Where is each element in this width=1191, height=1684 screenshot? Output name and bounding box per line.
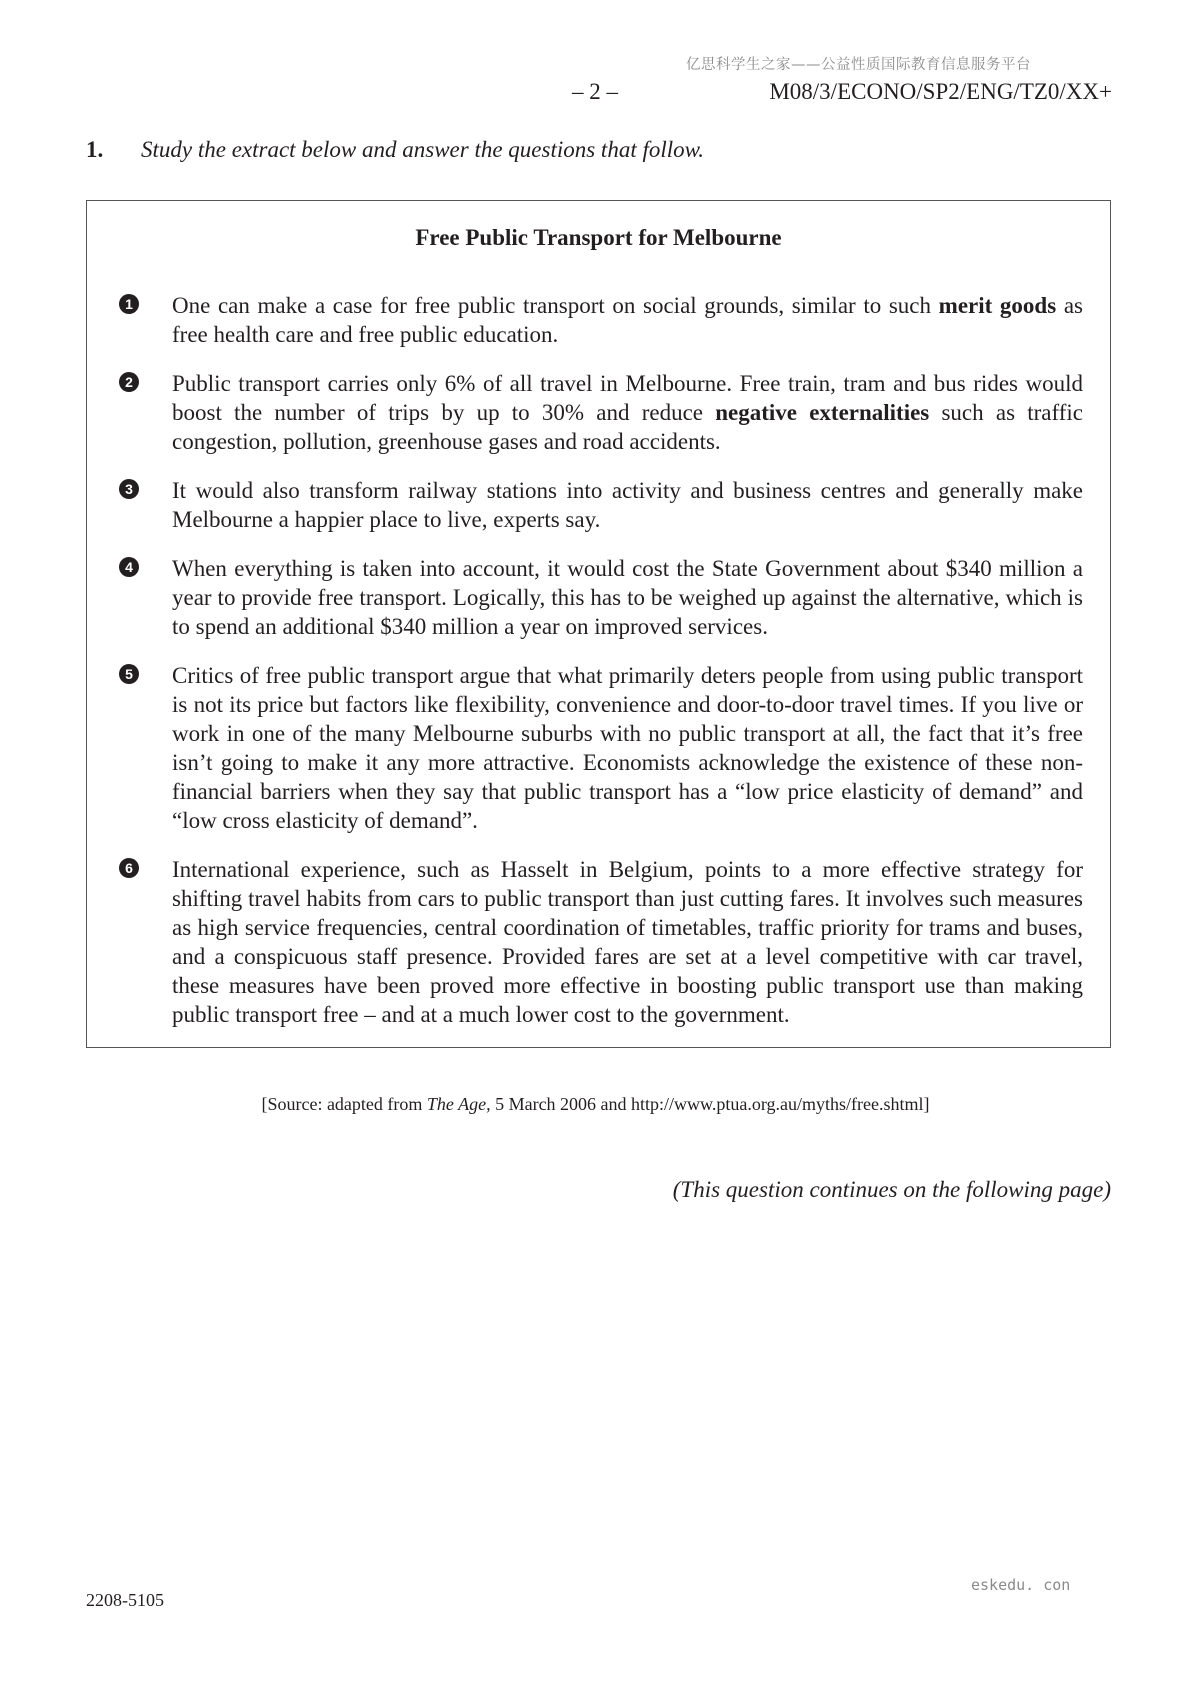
question-instruction: Study the extract below and answer the questions that follow. [141,137,705,162]
question-heading [86,137,704,163]
paragraph-2 [87,369,1110,456]
paragraph-4-marker: 4 [125,559,133,575]
paper-code: M08/3/ECONO/SP2/ENG/TZ0/XX+ [769,79,1112,104]
paragraph-6-marker: 6 [125,860,133,876]
paragraph-3 [87,476,1110,534]
footer-code: 2208-5105 [86,1590,164,1610]
paragraph-list [87,291,1110,1049]
term-merit-goods: merit goods [938,293,1057,318]
paragraph-5-text: Critics of free public transport argue that what primarily deters people from using public transport is not its price but factors like flexibility, convenience and door-to-door travel times. If you live or work in one of the many Melbourne suburbs with no public transport at all, the fact that it’s free isn’t going to make it any more attractive. Economists acknowledge the existence of these non-financial barriers when they say that public transport has a “low price elasticity of demand” and “low cross elasticity of demand”. [172,663,1083,833]
extract-title: Free Public Transport for Melbourne [415,225,782,250]
watermark-footer: eskedu. con [971,1576,1071,1594]
source-publication: The Age, [426,1094,491,1114]
number-2-circle-icon [118,371,140,393]
paragraph-5-marker: 5 [125,666,133,682]
paragraph-3-text: It would also transform railway stations into activity and business centres and generally make Melbourne a happier place to live, experts say. [172,478,1083,532]
paragraph-3-marker: 3 [125,481,133,497]
paragraph-4-text: When everything is taken into account, it would cost the State Government about $340 million a year to provide free transport. Logically, this has to be weighed up against the alternative, which is to spend an additional $340 million a year on improved services. [172,556,1083,639]
page-number: – 2 – [572,79,618,104]
paragraph-2-text: Public transport carries only 6% of all travel in Melbourne. Free train, tram and bus rides would boost the number of trips by up to 30% and reduce negative externalities such as traffic congestion, pollution, greenhouse gases and road accidents. [172,371,1084,454]
number-5-circle-icon [118,663,140,685]
number-1-circle-icon [118,293,140,315]
paragraph-1-marker: 1 [125,296,133,312]
number-6-circle-icon [118,857,140,879]
paragraph-6-text: International experience, such as Hasselt in Belgium, points to a more effective strategy for shifting travel habits from cars to public transport than just cutting fares. It involves such measures as high service frequencies, central coordination of timetables, traffic priority for trams and buses, and a conspicuous staff presence. Provided fares are set at a level competitive with car travel, these measures have been proved more effective in boosting public transport use than making public transport free – and at a much lower cost to the government. [172,857,1083,1027]
question-number: 1. [86,137,104,162]
paragraph-4 [87,554,1110,641]
paragraph-6 [87,855,1110,1029]
paragraph-5 [87,661,1110,835]
paragraph-1-text: One can make a case for free public transport on social grounds, similar to such merit goods as free health care and free public education. [172,293,1083,347]
continues-note: (This question continues on the following page) [672,1177,1111,1202]
paragraph-1 [87,291,1110,349]
number-4-circle-icon [118,556,140,578]
number-3-circle-icon [118,478,140,500]
watermark-header: 亿思科学生之家——公益性质国际教育信息服务平台 [686,57,1031,73]
term-negative-externalities: negative externalities [715,400,930,425]
paragraph-2-marker: 2 [125,374,133,390]
source-citation: [Source: adapted from The Age, 5 March 2006 and http://www.ptua.org.au/myths/free.shtml] [261,1094,930,1114]
extract-box [86,200,1111,1048]
